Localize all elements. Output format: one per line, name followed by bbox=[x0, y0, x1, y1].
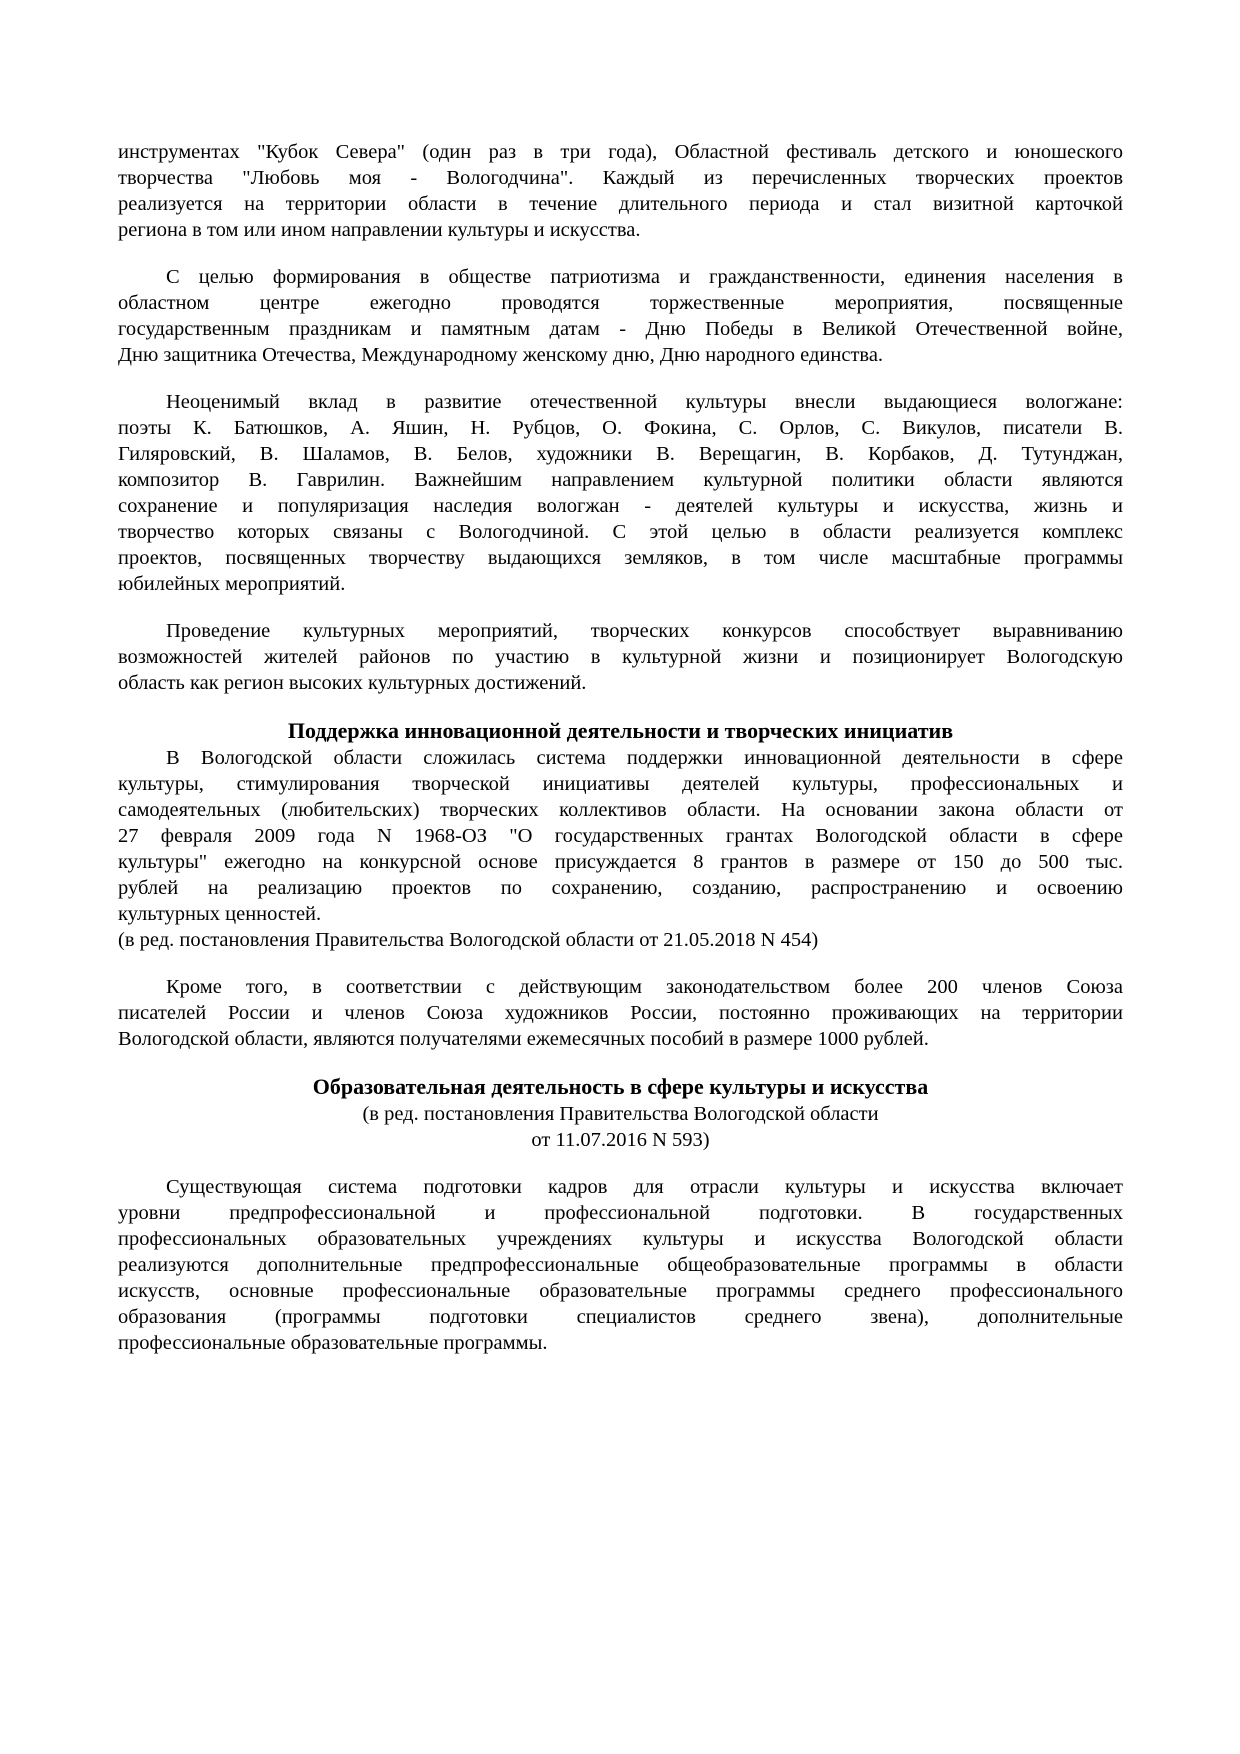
text-line: Вологодской области, являются получателями ежемесячных пособий в размере 1000 рублей. bbox=[118, 1028, 929, 1050]
paragraph-allowances bbox=[118, 974, 1123, 1052]
paragraph-grants bbox=[118, 745, 1123, 953]
text-line: сохранение и популяризация наследия вологжан - деятелей культуры и искусства, жизнь и bbox=[118, 495, 1123, 517]
text-line: Гиляровский, В. Шаламов, В. Белов, художники В. Верещагин, В. Корбаков, Д. Тутунджан, bbox=[118, 443, 1123, 465]
text-line: профессиональные образовательные программы. bbox=[118, 1332, 548, 1354]
text-line: область как регион высоких культурных достижений. bbox=[118, 672, 587, 694]
text-line: уровни предпрофессиональной и профессиональной подготовки. В государственных bbox=[118, 1202, 1123, 1224]
text-line: Неоценимый вклад в развитие отечественной культуры внесли выдающиеся вологжане: bbox=[166, 391, 1123, 413]
text-line: государственным праздникам и памятным датам - Дню Победы в Великой Отечественной войне, bbox=[118, 318, 1123, 340]
paragraph-education bbox=[118, 1174, 1123, 1356]
section-heading-education: Образовательная деятельность в сфере культуры и искусства bbox=[312, 1074, 929, 1099]
text-line: писателей России и членов Союза художников России, постоянно проживающих на территории bbox=[118, 1002, 1123, 1024]
text-line: инструментах "Кубок Севера" (один раз в три года), Областной фестиваль детского и юношеского bbox=[118, 141, 1123, 163]
paragraph-patriotism bbox=[118, 264, 1123, 368]
text-line: культурных ценностей. bbox=[118, 903, 322, 925]
paragraph-cultural-events bbox=[118, 618, 1123, 696]
section-heading-innovation: Поддержка инновационной деятельности и творческих инициатив bbox=[287, 718, 954, 743]
text-line: Кроме того, в соответствии с действующим законодательством более 200 членов Союза bbox=[166, 976, 1123, 998]
text-line: рублей на реализацию проектов по сохранению, созданию, распространению и освоению bbox=[118, 877, 1123, 899]
text-line: поэты К. Батюшков, А. Яшин, Н. Рубцов, О. Фокина, С. Орлов, С. Викулов, писатели В. bbox=[118, 417, 1123, 439]
text-line: композитор В. Гаврилин. Важнейшим направлением культурной политики области являются bbox=[118, 469, 1123, 491]
amendment-note: (в ред. постановления Правительства Вологодской области от 21.05.2018 N 454) bbox=[118, 929, 819, 951]
text-line: культуры, стимулирования творческой инициативы деятелей культуры, профессиональных и bbox=[118, 773, 1123, 795]
text-line: Дню защитника Отечества, Международному женскому дню, Дню народного единства. bbox=[118, 344, 884, 366]
text-line: реализуется на территории области в течение длительного периода и стал визитной карточкой bbox=[118, 193, 1123, 215]
text-line: от 11.07.2016 N 593) bbox=[531, 1129, 710, 1151]
text-line: образования (программы подготовки специалистов среднего звена), дополнительные bbox=[118, 1306, 1123, 1328]
text-line: творчество которых связаны с Вологодчиной. С этой целью в области реализуется комплекс bbox=[118, 521, 1123, 543]
text-line: В Вологодской области сложилась система поддержки инновационной деятельности в сфере bbox=[166, 747, 1123, 769]
heading-amendment-note bbox=[118, 1101, 1123, 1153]
text-line: Существующая система подготовки кадров для отрасли культуры и искусства включает bbox=[166, 1176, 1123, 1198]
text-line: С целью формирования в обществе патриотизма и гражданственности, единения населения в bbox=[166, 266, 1123, 288]
document-page bbox=[118, 139, 1123, 1377]
paragraph-festivals bbox=[118, 139, 1123, 243]
text-line: юбилейных мероприятий. bbox=[118, 573, 346, 595]
text-line: Проведение культурных мероприятий, творческих конкурсов способствует выравниванию bbox=[166, 620, 1123, 642]
text-line: (в ред. постановления Правительства Вологодской области bbox=[362, 1103, 879, 1125]
text-line: профессиональных образовательных учреждениях культуры и искусства Вологодской области bbox=[118, 1228, 1123, 1250]
text-line: 27 февраля 2009 года N 1968-ОЗ "О государственных грантах Вологодской области в сфере bbox=[118, 825, 1123, 847]
text-line: возможностей жителей районов по участию в культурной жизни и позиционирует Вологодскую bbox=[118, 646, 1123, 668]
text-line: областном центре ежегодно проводятся торжественные мероприятия, посвященные bbox=[118, 292, 1123, 314]
text-line: творчества "Любовь моя - Вологодчина". Каждый из перечисленных творческих проектов bbox=[118, 167, 1123, 189]
text-line: региона в том или ином направлении культуры и искусства. bbox=[118, 219, 641, 241]
text-line: реализуются дополнительные предпрофессиональные общеобразовательные программы в области bbox=[118, 1254, 1123, 1276]
paragraph-notable-people bbox=[118, 389, 1123, 597]
text-line: искусств, основные профессиональные образовательные программы среднего профессионального bbox=[118, 1280, 1123, 1302]
text-line: культуры" ежегодно на конкурсной основе присуждается 8 грантов в размере от 150 до 500 тыс. bbox=[118, 851, 1123, 873]
text-line: самодеятельных (любительских) творческих коллективов области. На основании закона области от bbox=[118, 799, 1123, 821]
text-line: проектов, посвященных творчеству выдающихся земляков, в том числе масштабные программы bbox=[118, 547, 1123, 569]
